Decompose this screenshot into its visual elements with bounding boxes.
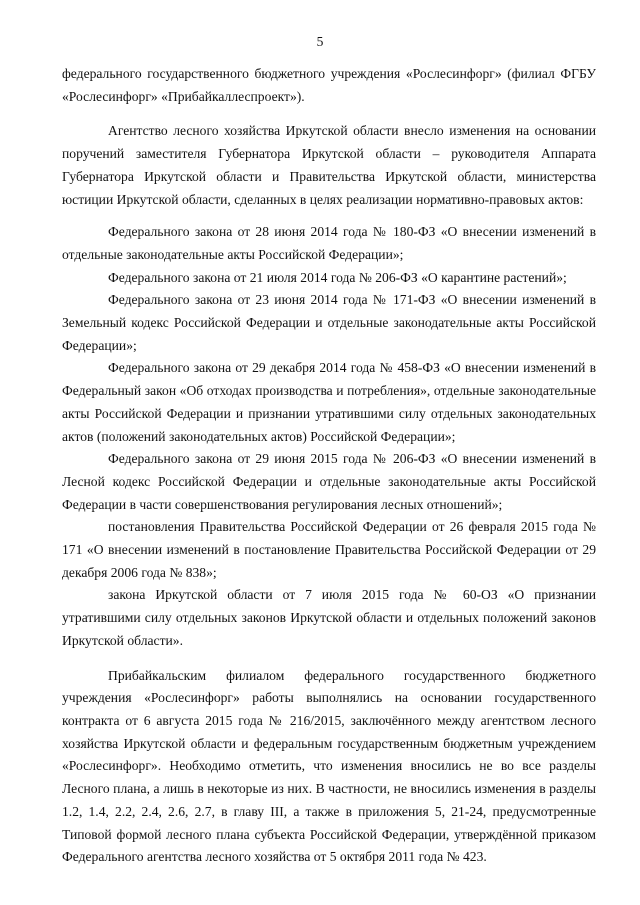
page-number: 5 — [316, 34, 324, 49]
list-item-law-206fz-2015: Федерального закона от 29 июня 2015 года № 206-ФЗ «О внесении изменений в Лесной кодекс Российской Федерации и отдельные законодательные акты Российской Федерации в части совершенствования регулирования лесных отношений»; — [62, 451, 596, 512]
paragraph-intro-continuation: федерального государственного бюджетного учреждения «Рослесинфорг» (филиал ФГБУ «Рослесинфорг» «Прибайкаллеспроект»). — [62, 66, 596, 104]
list-item-law-458fz: Федерального закона от 29 декабря 2014 года № 458-ФЗ «О внесении изменений в Федеральный закон «Об отходах производства и потребления», отдельные законодательные акты Российской Федерации и признании утратившими силу отдельных законодательных актов (положений законодательных актов) Российской Федерации»; — [62, 360, 596, 444]
document-body — [62, 63, 596, 869]
list-item-law-206fz-2014: Федерального закона от 21 июля 2014 года № 206-ФЗ «О карантине растений»; — [108, 269, 567, 285]
list-item-law-171fz: Федерального закона от 23 июня 2014 года № 171-ФЗ «О внесении изменений в Земельный кодекс Российской Федерации и отдельные законодательные акты Российской Федерации»; — [62, 292, 596, 353]
paragraph-branch-work: Прибайкальским филиалом федерального государственного бюджетного учреждения «Рослесинфорг» работы выполнялись на основании государственного контракта от 6 августа 2015 года № 216/2015, заключённого между агентством лесного хозяйства Иркутской области и федеральным государственным бюджетным учреждением «Рослесинфорг». Необходимо отметить, что изменения вносились не во все разделы Лесного плана, а лишь в некоторые из них. В частности, не вносились изменения в разделы 1.2, 1.4, 2.2, 2.4, 2.6, 2.7, в главу III, а также в приложения 5, 21-24, предусмотренные Типовой формой лесного плана субъекта Российской Федерации, утверждённой приказом Федерального агентства лесного хозяйства от 5 октября 2011 года № 423. — [62, 667, 596, 865]
paragraph-agency-changes: Агентство лесного хозяйства Иркутской области внесло изменения на основании поручений заместителя Губернатора Иркутской области – руководителя Аппарата Губернатора Иркутской области и Правительства Иркутской области, министерства юстиции Иркутской области, сделанных в целях реализации нормативно-правовых актов: — [62, 123, 596, 207]
list-item-regional-law-60oz: закона Иркутской области от 7 июля 2015 года № 60-ОЗ «О признании утратившими силу отдельных законов Иркутской области и отдельных положений законов Иркутской области». — [62, 587, 596, 648]
list-item-resolution-171: постановления Правительства Российской Федерации от 26 февраля 2015 года № 171 «О внесении изменений в постановление Правительства Российской Федерации от 29 декабря 2006 года № 838»; — [62, 519, 596, 580]
list-item-law-180fz: Федерального закона от 28 июня 2014 года № 180-ФЗ «О внесении изменений в отдельные законодательные акты Российской Федерации»; — [62, 224, 596, 262]
